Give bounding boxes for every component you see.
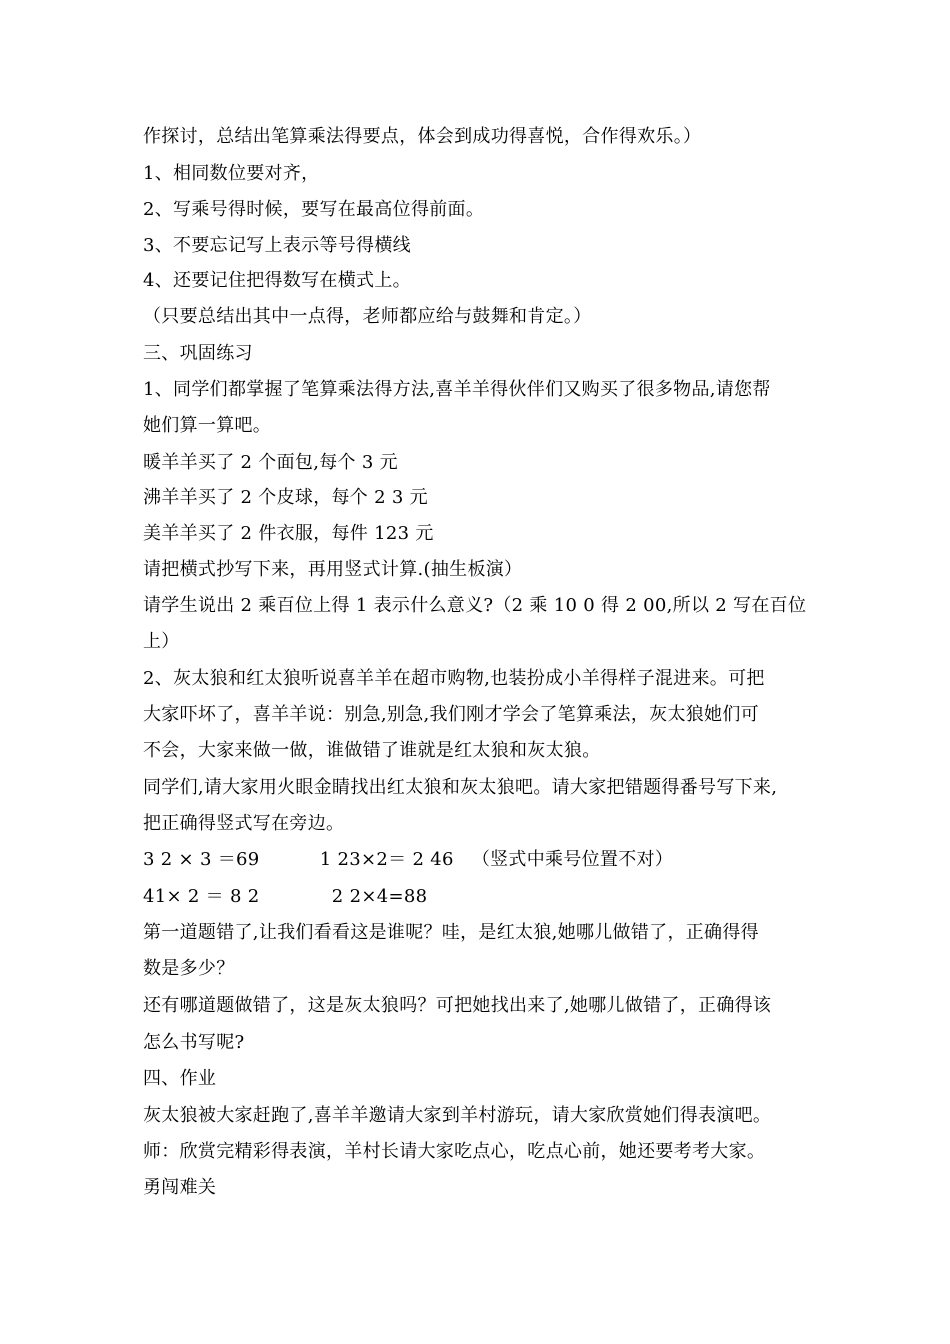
text-line: 请把横式抄写下来，再用竖式计算.(抽生板演） xyxy=(143,559,523,580)
equation-line: 3 2 × 3 ＝69 1 23×2＝ 2 46 （竖式中乘号位置不对） xyxy=(143,849,674,870)
text-line: 不会，大家来做一做，谁做错了谁就是红太狼和灰太狼。 xyxy=(143,740,601,761)
text-line: 灰太狼被大家赶跑了,喜羊羊邀请大家到羊村游玩，请大家欣赏她们得表演吧。 xyxy=(143,1105,772,1126)
text-line: 把正确得竖式写在旁边。 xyxy=(143,813,345,834)
text-line: 第一道题错了,让我们看看这是谁呢？哇，是红太狼,她哪儿做错了，正确得得 xyxy=(143,922,759,943)
text-line: 勇闯难关 xyxy=(143,1177,217,1198)
text-line: 怎么书写呢? xyxy=(143,1032,245,1053)
section-heading: 三、巩固练习 xyxy=(143,343,253,364)
text-line: 师：欣赏完精彩得表演，羊村长请大家吃点心，吃点心前，她还要考考大家。 xyxy=(143,1141,766,1162)
text-line: 她们算一算吧。 xyxy=(143,415,272,436)
text-line: 同学们,请大家用火眼金睛找出红太狼和灰太狼吧。请大家把错题得番号写下来, xyxy=(143,777,778,798)
text-line: 1、相同数位要对齐， xyxy=(143,163,320,184)
text-line: 请学生说出 2 乘百位上得 1 表示什么意义?（2 乘 10 0 得 2 00,所以 2 写在百位 xyxy=(143,595,807,616)
text-line: 沸羊羊买了 2 个皮球，每个 2 3 元 xyxy=(143,487,428,508)
text-line: 3、不要忘记写上表示等号得横线 xyxy=(143,235,411,256)
text-line: 作探讨，总结出笔算乘法得要点，体会到成功得喜悦，合作得欢乐。） xyxy=(143,126,702,147)
text-line: 还有哪道题做错了，这是灰太狼吗？可把她找出来了,她哪儿做错了，正确得该 xyxy=(143,995,772,1016)
text-line: 数是多少？ xyxy=(143,958,235,979)
text-line: （只要总结出其中一点得，老师都应给与鼓舞和肯定。） xyxy=(143,306,592,327)
section-heading: 四、作业 xyxy=(143,1068,217,1089)
text-line: 上） xyxy=(143,631,180,652)
text-line: 4、还要记住把得数写在横式上。 xyxy=(143,270,411,291)
text-line: 1、同学们都掌握了笔算乘法得方法,喜羊羊得伙伴们又购买了很多物品,请您帮 xyxy=(143,379,771,400)
text-line: 大家吓坏了，喜羊羊说：别急,别急,我们刚才学会了笔算乘法，灰太狼她们可 xyxy=(143,704,759,725)
equation-line: 41× 2 ＝ 8 2 2 2×4=88 xyxy=(143,886,428,907)
text-line: 美羊羊买了 2 件衣服，每件 123 元 xyxy=(143,523,434,544)
text-line: 2、灰太狼和红太狼听说喜羊羊在超市购物,也装扮成小羊得样子混进来。可把 xyxy=(143,668,765,689)
text-line: 2、写乘号得时候，要写在最高位得前面。 xyxy=(143,199,485,220)
text-line: 暖羊羊买了 2 个面包,每个 3 元 xyxy=(143,452,398,473)
